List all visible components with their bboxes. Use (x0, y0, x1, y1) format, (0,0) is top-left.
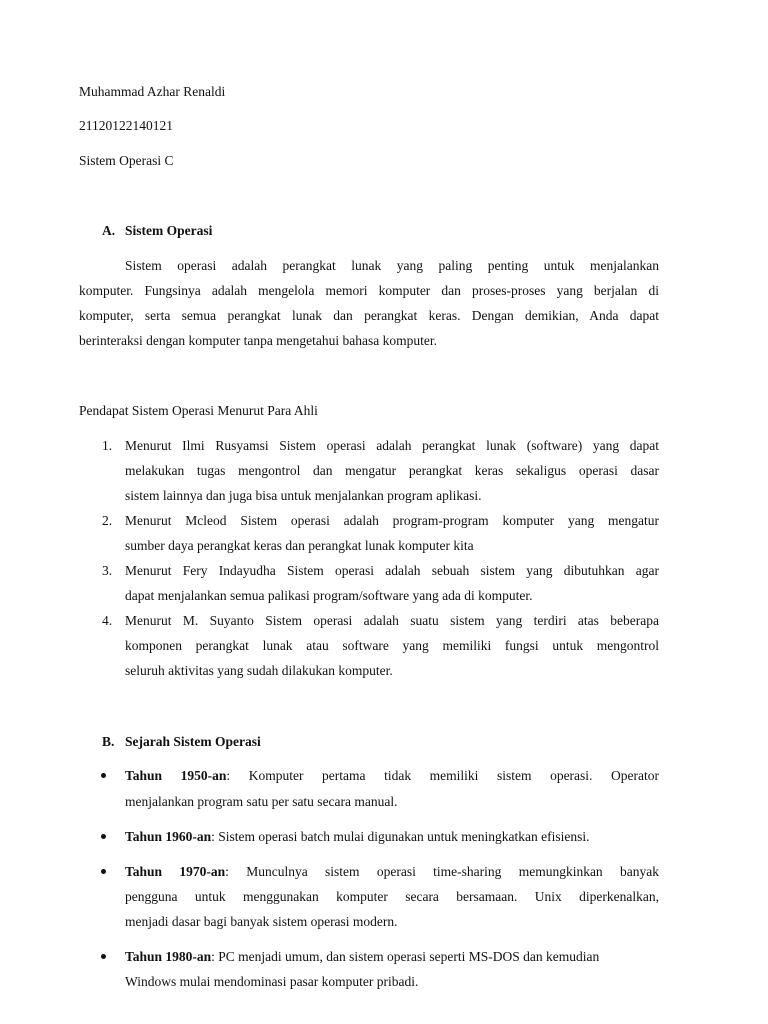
paragraph-line: komputer. Fungsinya adalah mengelola memori komputer dan proses-proses yang berjalan di (79, 283, 659, 298)
opinion-line: Menurut Ilmi Rusyamsi Sistem operasi adalah perangkat lunak (software) yang dapat (125, 438, 659, 453)
opinion-line: dapat menjalankan semua palikasi program/software yang ada di komputer. (125, 588, 533, 603)
bullet-dot-icon (101, 834, 106, 839)
history-text: : PC menjadi umum, dan sistem operasi seperti MS-DOS dan kemudian (211, 949, 600, 964)
history-text: : Sistem operasi batch mulai digunakan untuk meningkatkan efisiensi. (211, 829, 590, 844)
bullet-dot-icon (101, 954, 106, 959)
history-line: pengguna untuk menggunakan komputer secara bersamaan. Unix diperkenalkan, (125, 889, 659, 904)
list-marker: 2. (102, 513, 113, 528)
author-name: Muhammad Azhar Renaldi (79, 84, 226, 99)
history-line (125, 948, 659, 966)
opinion-line: melakukan tugas mengontrol dan mengatur perangkat keras sekaligus operasi dasar (125, 463, 659, 478)
history-text: : Komputer pertama tidak memiliki sistem operasi. Operator (226, 768, 659, 783)
history-line: menjalankan program satu per satu secara manual. (125, 794, 398, 809)
section-b-marker: B. (102, 734, 115, 749)
history-line (125, 767, 659, 785)
list-marker: 3. (102, 563, 113, 578)
student-id: 21120122140121 (79, 118, 173, 133)
course-name: Sistem Operasi C (79, 153, 174, 168)
history-line (125, 828, 589, 846)
section-b-title: Sejarah Sistem Operasi (125, 734, 261, 749)
opinion-line: sistem lainnya dan juga bisa untuk menjalankan program aplikasi. (125, 488, 482, 503)
section-a-marker: A. (102, 223, 116, 238)
paragraph-line: berinteraksi dengan komputer tanpa mengetahui bahasa komputer. (79, 333, 438, 348)
history-text: : Munculnya sistem operasi time-sharing memungkinkan banyak (225, 864, 659, 879)
opinion-line: komponen perangkat lunak atau software yang memiliki fungsi untuk mengontrol (125, 638, 659, 653)
history-line (125, 863, 659, 881)
list-marker: 1. (102, 438, 113, 453)
history-term: Tahun 1960-an (125, 829, 212, 844)
bullet-dot-icon (101, 869, 106, 874)
opinion-line: sumber daya perangkat keras dan perangkat lunak komputer kita (125, 538, 474, 553)
opinion-line: Menurut Mcleod Sistem operasi adalah program-program komputer yang mengatur (125, 513, 659, 528)
opinion-line: seluruh aktivitas yang sudah dilakukan komputer. (125, 663, 393, 678)
opinion-line: Menurut M. Suyanto Sistem operasi adalah suatu sistem yang terdiri atas beberapa (125, 613, 659, 628)
history-line: menjadi dasar bagi banyak sistem operasi modern. (125, 914, 398, 929)
history-term: Tahun 1950-an (125, 768, 227, 783)
history-line: Windows mulai mendominasi pasar komputer pribadi. (125, 974, 419, 989)
paragraph-line: komputer, serta semua perangkat lunak dan perangkat keras. Dengan demikian, Anda dapat (79, 308, 659, 323)
history-term: Tahun 1970-an (125, 864, 226, 879)
section-a-title: Sistem Operasi (125, 223, 213, 238)
list-marker: 4. (102, 613, 113, 628)
opinion-line: Menurut Fery Indayudha Sistem operasi adalah sebuah sistem yang dibutuhkan agar (125, 563, 659, 578)
history-term: Tahun 1980-an (125, 949, 212, 964)
bullet-dot-icon (101, 773, 106, 778)
opinions-heading: Pendapat Sistem Operasi Menurut Para Ahli (79, 403, 318, 418)
paragraph-line: Sistem operasi adalah perangkat lunak yang paling penting untuk menjalankan (125, 258, 659, 273)
